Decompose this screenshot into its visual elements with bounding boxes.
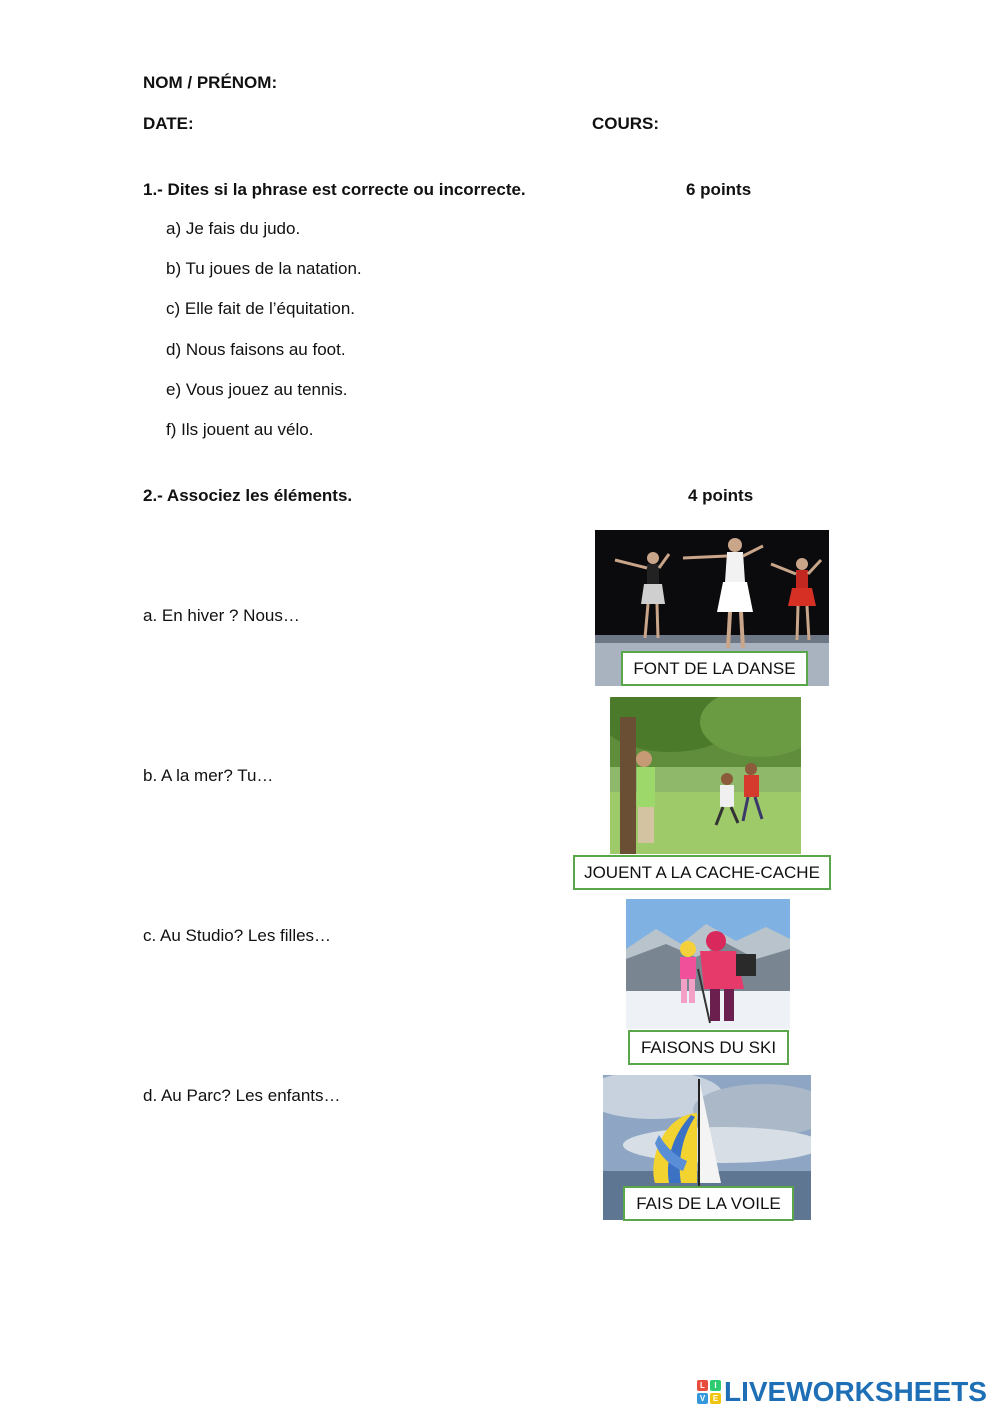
answer-dance[interactable]: FONT DE LA DANSE: [621, 651, 808, 686]
prompt-d: d. Au Parc? Les enfants…: [143, 1086, 341, 1105]
section2-points: 4 points: [688, 486, 754, 505]
sentence-c: c) Elle fait de l’équitation.: [166, 299, 355, 318]
course-label: COURS:: [592, 114, 660, 133]
ski-photo: [626, 899, 790, 1029]
answer-ski[interactable]: FAISONS DU SKI: [628, 1030, 789, 1065]
logo-tiles-icon: L I V E: [697, 1380, 721, 1404]
sentence-b: b) Tu joues de la natation.: [166, 259, 362, 278]
sentence-e: e) Vous jouez au tennis.: [166, 380, 348, 399]
section2-title: 2.- Associez les éléments.: [143, 486, 353, 505]
prompt-a: a. En hiver ? Nous…: [143, 606, 300, 625]
sentence-a: a) Je fais du judo.: [166, 219, 301, 238]
prompt-b: b. A la mer? Tu…: [143, 766, 274, 785]
answer-sailing[interactable]: FAIS DE LA VOILE: [623, 1186, 794, 1221]
hide-and-seek-photo: [610, 697, 801, 854]
sentence-f: f) Ils jouent au vélo.: [166, 420, 314, 439]
date-label: DATE:: [143, 114, 194, 133]
logo-text: LIVEWORKSHEETS: [724, 1376, 987, 1407]
prompt-c: c. Au Studio? Les filles…: [143, 926, 332, 945]
name-label: NOM / PRÉNOM:: [143, 73, 278, 92]
sentence-d: d) Nous faisons au foot.: [166, 340, 346, 359]
section1-title: 1.- Dites si la phrase est correcte ou incorrecte.: [143, 180, 526, 199]
liveworksheets-logo: [697, 1376, 987, 1408]
section1-points: 6 points: [686, 180, 752, 199]
answer-hide-and-seek[interactable]: JOUENT A LA CACHE-CACHE: [573, 855, 831, 890]
